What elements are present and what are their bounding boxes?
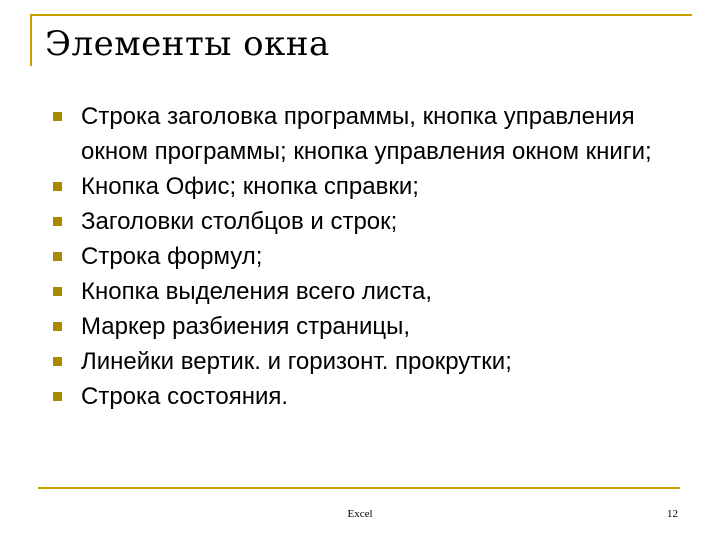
square-bullet-icon [53,112,62,121]
square-bullet-icon [53,217,62,226]
list-item [53,274,673,309]
list-item-text: Строка заголовка программы, кнопка управления окном программы; кнопка управления окном книги; [81,103,652,165]
title-frame-horizontal-line [30,14,692,16]
square-bullet-icon [53,287,62,296]
list-item-text: Строка состояния. [81,383,289,410]
list-item [53,169,673,204]
square-bullet-icon [53,392,62,401]
list-item-text: Заголовки столбцов и строк; [81,208,398,235]
page-number: 12 [667,508,678,520]
footer-divider [38,487,680,489]
bullet-list [53,99,673,414]
slide-title: Элементы окна [45,24,330,64]
list-item-text: Маркер разбиения страницы, [81,313,411,340]
square-bullet-icon [53,357,62,366]
square-bullet-icon [53,252,62,261]
title-frame-vertical-line [30,14,32,66]
list-item [53,204,673,239]
list-item-text: Кнопка выделения всего листа, [81,278,433,305]
list-item [53,344,673,379]
list-item-text: Строка формул; [81,243,263,270]
footer-caption: Excel [347,508,373,520]
square-bullet-icon [53,182,62,191]
list-item [53,99,673,169]
list-item [53,239,673,274]
list-item [53,309,673,344]
list-item [53,379,673,414]
list-item-text: Кнопка Офис; кнопка справки; [81,173,419,200]
list-item-text: Линейки вертик. и горизонт. прокрутки; [81,348,512,375]
square-bullet-icon [53,322,62,331]
